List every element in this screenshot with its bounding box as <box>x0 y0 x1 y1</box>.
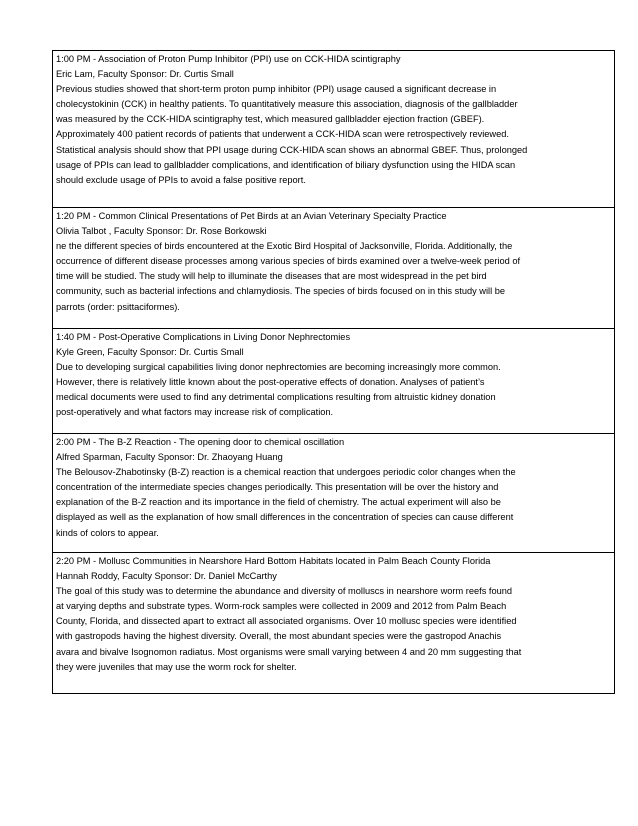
abstract-line: they were juveniles that may use the worm rock for shelter. <box>56 661 297 672</box>
abstract-line: The goal of this study was to determine the abundance and diversity of molluscs in nearshore worm reefs found <box>56 586 513 597</box>
abstract-line: Previous studies showed that short-term proton pump inhibitor (PPI) usage caused a significant decrease in <box>56 84 497 95</box>
abstract-line: However, there is relatively little known about the post-operative effects of donation. Analyses of patient’s <box>56 377 485 388</box>
abstract-line: Due to developing surgical capabilities living donor nephrectomies are becoming increasingly more common. <box>56 362 501 373</box>
session-title: 2:20 PM - Mollusc Communities in Nearshore Hard Bottom Habitats located in Palm Beach County Florida <box>56 556 491 566</box>
schedule-cell <box>53 329 615 434</box>
abstract-line: displayed as well as the explanation of how small differences in the concentration of species can cause different <box>56 512 514 523</box>
abstract-line: medical documents were used to find any detrimental complications resulting from altruistic kidney donation <box>56 392 496 403</box>
presenter-line: Olivia Talbot , Faculty Sponsor: Dr. Rose Borkowski <box>56 226 267 237</box>
session-title: 1:00 PM - Association of Proton Pump Inhibitor (PPI) use on CCK-HIDA scintigraphy <box>56 54 401 64</box>
schedule-row <box>53 329 615 434</box>
abstract-line: with gastropods having the highest diversity. Overall, the most abundant species were the gastropod Anachis <box>56 631 502 642</box>
abstract-line: should exclude usage of PPIs to avoid a false positive report. <box>56 174 306 185</box>
abstract-line: post-operatively and what factors may increase risk of complication. <box>56 407 334 418</box>
schedule-cell <box>53 553 615 694</box>
schedule-table <box>52 50 615 694</box>
abstract-line: usage of PPIs can lead to gallbladder complications, and identification of biliary dysfunction using the HIDA scan <box>56 159 516 170</box>
abstract-line: County, Florida, and dissected apart to extract all associated organisms. Over 10 mollusc species were identified <box>56 616 517 627</box>
abstract-line: time will be studied. The study will help to illuminate the diseases that are most widespread in the pet bird <box>56 271 487 282</box>
presenter-line: Alfred Sparman, Faculty Sponsor: Dr. Zhaoyang Huang <box>56 452 283 463</box>
abstract-line: at varying depths and substrate types. Worm-rock samples were collected in 2009 and 2012 from Palm Beach <box>56 601 507 612</box>
schedule-cell <box>53 208 615 329</box>
schedule-row <box>53 553 615 694</box>
abstract-line: parrots (order: psittaciformes). <box>56 301 180 312</box>
session-title: 2:00 PM - The B-Z Reaction - The opening door to chemical oscillation <box>56 437 345 447</box>
session-title: 1:40 PM - Post-Operative Complications in Living Donor Nephrectomies <box>56 332 351 342</box>
schedule-row <box>53 51 615 208</box>
abstract-line: avara and bivalve Isognomon radiatus. Most organisms were small varying between 4 and 20 mm suggesting that <box>56 646 522 657</box>
abstract-line: kinds of colors to appear. <box>56 527 159 538</box>
abstract-line: community, such as bacterial infections and chlamydiosis. The species of birds focused on in this study will be <box>56 286 506 297</box>
schedule-cell <box>53 51 615 208</box>
abstract-line: was measured by the CCK-HIDA scintigraphy test, which measured gallbladder ejection fraction (GBEF). <box>56 114 485 125</box>
presenter-line: Hannah Roddy, Faculty Sponsor: Dr. Daniel McCarthy <box>56 571 277 582</box>
schedule-row <box>53 434 615 553</box>
presenter-line: Kyle Green, Faculty Sponsor: Dr. Curtis Small <box>56 347 244 358</box>
presenter-line: Eric Lam, Faculty Sponsor: Dr. Curtis Small <box>56 69 234 80</box>
abstract-line: ne the different species of birds encountered at the Exotic Bird Hospital of Jacksonville, Florida. Additionally, the <box>56 241 513 252</box>
abstract-line: The Belousov-Zhabotinsky (B-Z) reaction is a chemical reaction that undergoes periodic color changes when the <box>56 467 516 478</box>
abstract-line: Statistical analysis should show that PPI usage during CCK-HIDA scan shows an abnormal GBEF. Thus, prolonged <box>56 144 528 155</box>
abstract-line: explanation of the B-Z reaction and its importance in the field of chemistry. The actual experiment will also be <box>56 497 501 508</box>
abstract-line: Approximately 400 patient records of patients that underwent a CCK-HIDA scan were retrospectively reviewed. <box>56 129 509 140</box>
schedule-row <box>53 208 615 329</box>
schedule-cell <box>53 434 615 553</box>
abstract-line: concentration of the intermediate species changes periodically. This presentation will be over the history and <box>56 482 499 493</box>
session-title: 1:20 PM - Common Clinical Presentations of Pet Birds at an Avian Veterinary Specialty Practice <box>56 211 447 221</box>
abstract-line: cholecystokinin (CCK) in healthy patients. To quantitatively measure this association, diagnosis of the gallbladder <box>56 99 518 110</box>
abstract-line: occurrence of different disease processes among various species of birds examined over a twelve-week period of <box>56 256 521 267</box>
